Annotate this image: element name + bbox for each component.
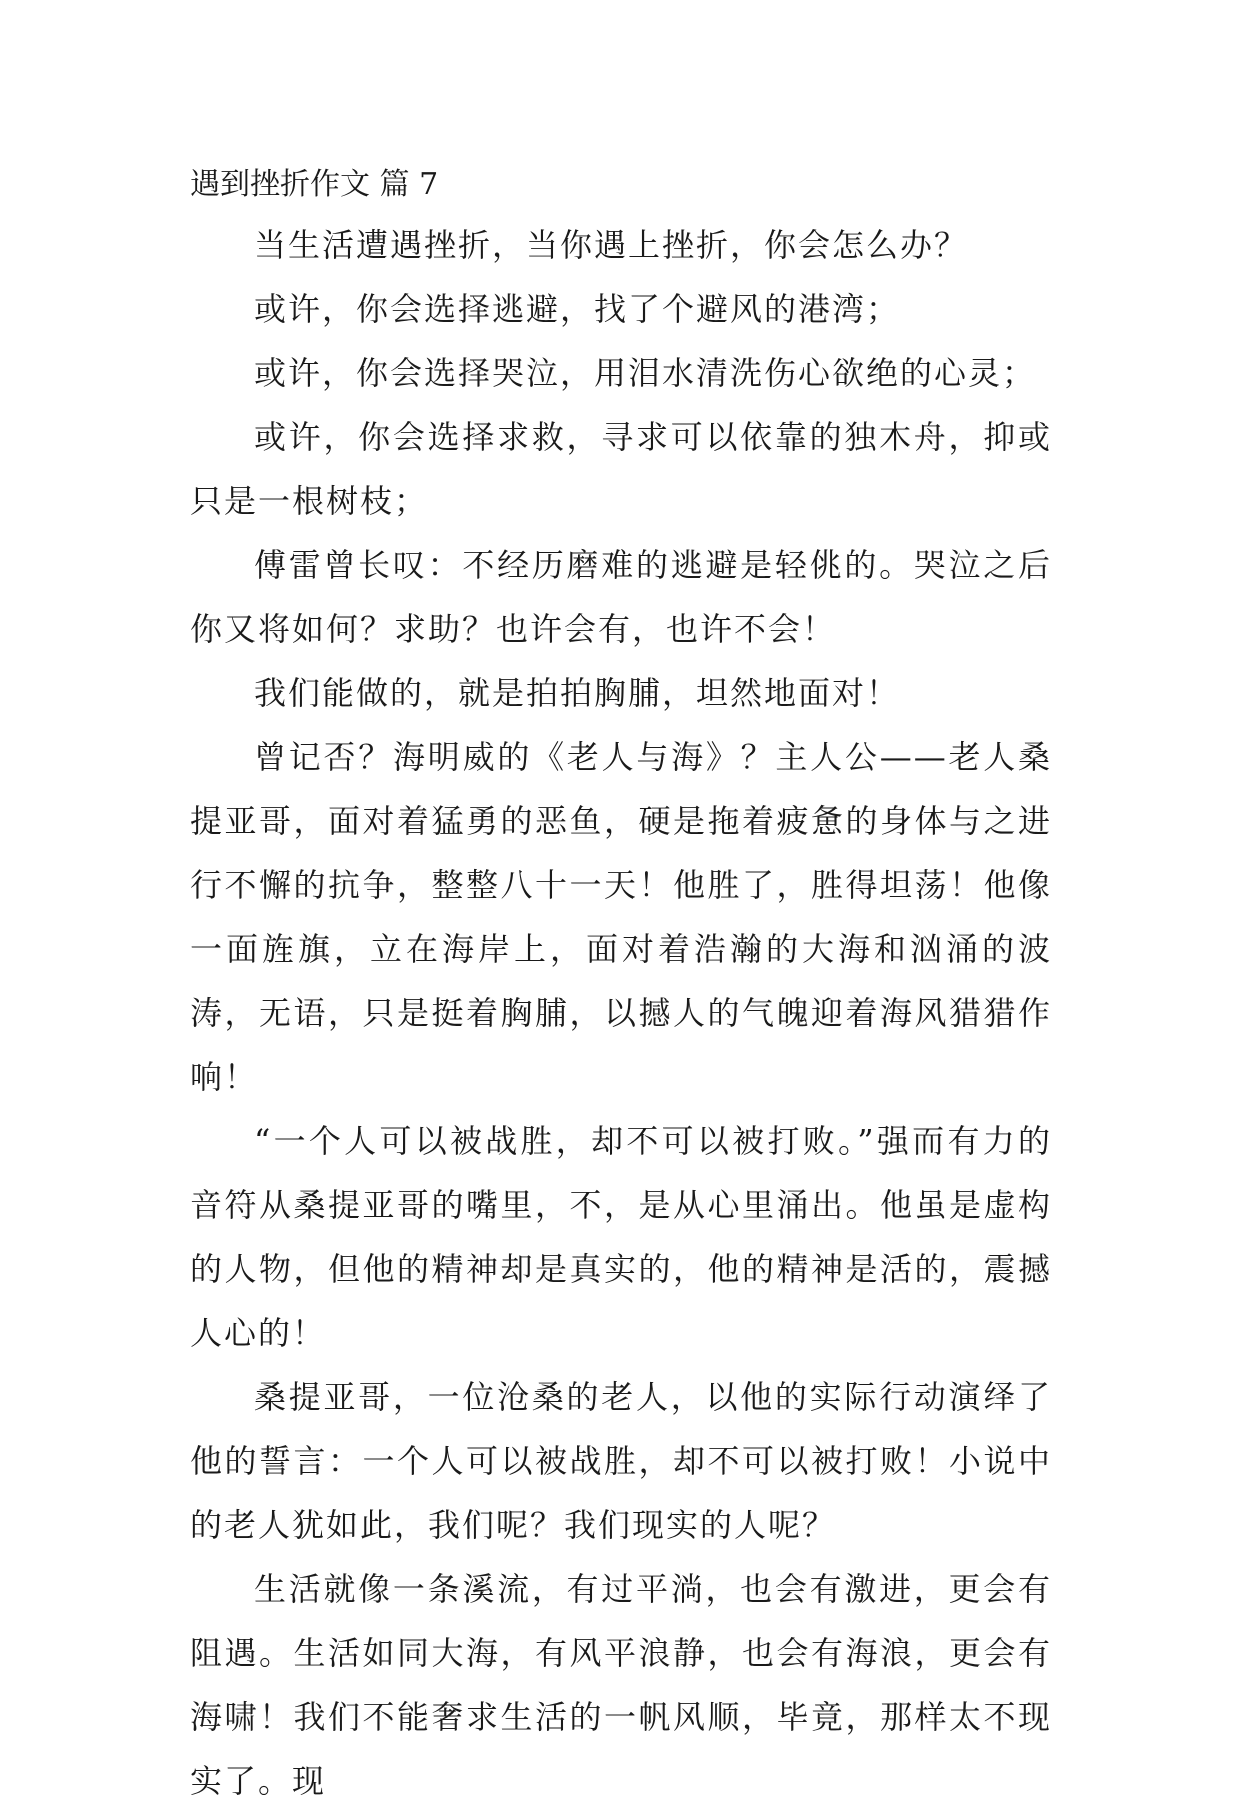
paragraph-10: 生活就像一条溪流，有过平淌，也会有激进，更会有阻遇。生活如同大海，有风平浪静，也会有海浪，更会有海啸！我们不能奢求生活的一帆风顺，毕竟，那样太不现实了。现 bbox=[190, 1570, 1052, 1800]
document-body bbox=[190, 213, 1052, 1813]
paragraph-1: 当生活遭遇挫折，当你遇上挫折，你会怎么办？ bbox=[254, 226, 969, 264]
document-title: 遇到挫折作文 篇 7 bbox=[190, 167, 439, 202]
paragraph-7: 曾记否？海明威的《老人与海》？主人公——老人桑提亚哥，面对着猛勇的恶鱼，硬是拖着疲惫的身体与之进行不懈的抗争，整整八十一天！他胜了，胜得坦荡！他像一面旌旗，立在海岸上，面对着浩瀚的大海和汹涌的波涛，无语，只是挺着胸脯，以撼人的气魄迎着海风猎猎作响！ bbox=[190, 738, 1052, 1096]
paragraph-4: 或许，你会选择求救，寻求可以依靠的独木舟，抑或只是一根树枝； bbox=[190, 418, 1052, 520]
paragraph-9: 桑提亚哥，一位沧桑的老人，以他的实际行动演绎了他的誓言：一个人可以被战胜，却不可以被打败！小说中的老人犹如此，我们呢？我们现实的人呢？ bbox=[190, 1378, 1052, 1544]
paragraph-3: 或许，你会选择哭泣，用泪水清洗伤心欲绝的心灵； bbox=[254, 354, 1037, 392]
paragraph-6: 我们能做的，就是拍拍胸脯，坦然地面对！ bbox=[254, 674, 901, 712]
paragraph-8: “一个人可以被战胜，却不可以被打败。”强而有力的音符从桑提亚哥的嘴里，不，是从心里涌出。他虽是虚构的人物，但他的精神却是真实的，他的精神是活的，震撼人心的！ bbox=[190, 1122, 1052, 1352]
paragraph-2: 或许，你会选择逃避，找了个避风的港湾； bbox=[254, 290, 901, 328]
paragraph-5: 傅雷曾长叹：不经历磨难的逃避是轻佻的。哭泣之后你又将如何？求助？也许会有，也许不会！ bbox=[190, 546, 1052, 648]
